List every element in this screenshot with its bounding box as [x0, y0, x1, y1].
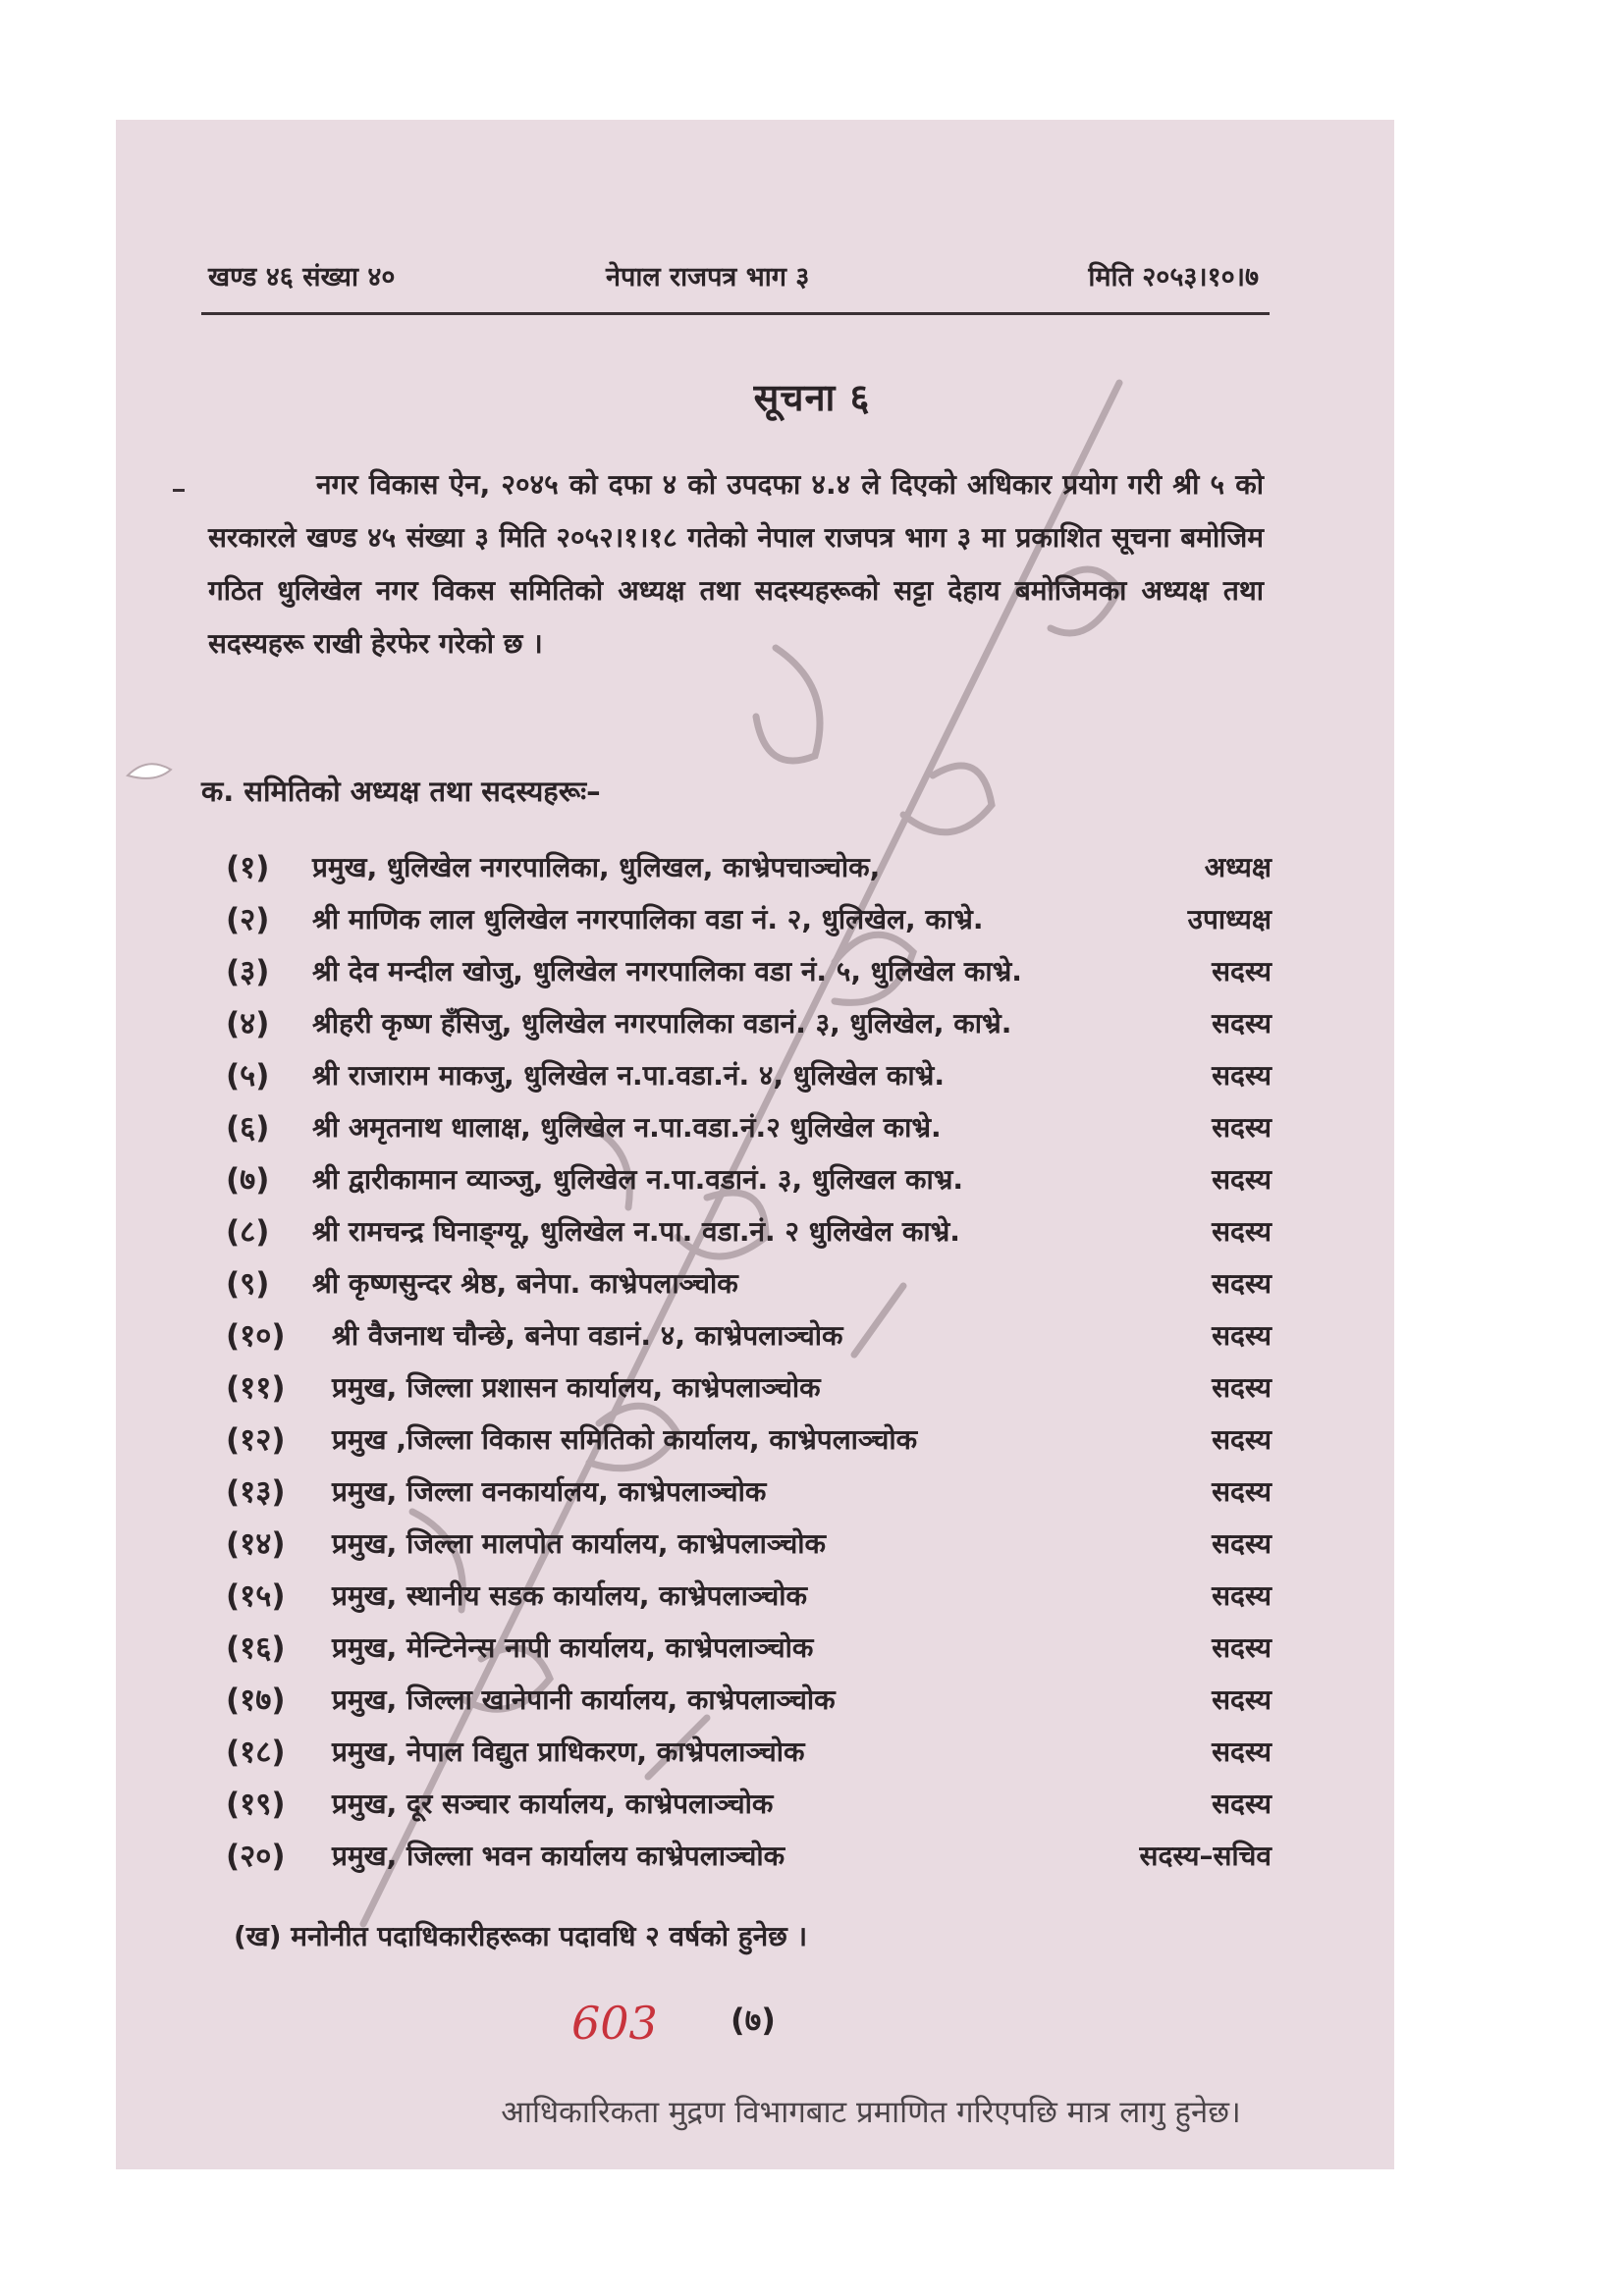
member-role: सदस्य — [1212, 1267, 1272, 1300]
member-role: सदस्य — [1212, 1163, 1272, 1196]
member-row — [226, 1100, 1272, 1152]
member-row — [226, 1673, 1272, 1725]
member-name: प्रमुख, दूर सञ्चार कार्यालय, काभ्रेपलाञ्चोक — [332, 1788, 774, 1820]
member-number: (१२) — [226, 1422, 286, 1458]
member-name: श्री राजाराम माकजु, धुलिखेल न.पा.वडा.नं. ४, धुलिखेल काभ्रे. — [312, 1059, 945, 1092]
member-name: श्री अमृतनाथ धालाक्ष, धुलिखेल न.पा.वडा.नं.२ धुलिखेल काभ्रे. — [312, 1111, 942, 1144]
member-number: (५) — [226, 1058, 270, 1094]
member-name: प्रमुख, जिल्ला भवन कार्यालय काभ्रेपलाञ्चोक — [332, 1840, 785, 1872]
member-name: श्री रामचन्द्र घिनाङ्ग्यू, धुलिखेल न.पा. वडा.नं. २ धुलिखेल काभ्रे. — [312, 1215, 960, 1248]
member-row — [226, 1829, 1272, 1881]
member-row — [226, 1361, 1272, 1413]
member-row — [226, 1308, 1272, 1361]
issue-date: मिति २०५३।१०।७ — [1088, 262, 1259, 293]
member-role: सदस्य — [1212, 1319, 1272, 1352]
member-role: सदस्य — [1212, 1059, 1272, 1092]
member-role: सदस्य — [1212, 1527, 1272, 1560]
member-number: (१९) — [226, 1787, 286, 1822]
member-row — [226, 1204, 1272, 1256]
member-role: सदस्य–सचिव — [1139, 1840, 1272, 1872]
member-name: श्री माणिक लाल धुलिखेल नगरपालिका वडा नं. २, धुलिखेल, काभ्रे. — [312, 903, 984, 935]
member-number: (२०) — [226, 1839, 286, 1874]
margin-dash — [173, 489, 185, 492]
member-row — [226, 1413, 1272, 1465]
member-name: प्रमुख, जिल्ला प्रशासन कार्यालय, काभ्रेपलाञ्चोक — [332, 1371, 821, 1404]
punch-hole-mark — [126, 756, 173, 789]
member-role: सदस्य — [1212, 955, 1272, 988]
member-name: प्रमुख, जिल्ला खानेपानी कार्यालय, काभ्रेपलाञ्चोक — [332, 1683, 836, 1716]
member-role: सदस्य — [1212, 1683, 1272, 1716]
member-row — [226, 1621, 1272, 1673]
member-role: सदस्य — [1212, 1475, 1272, 1508]
member-number: (३) — [226, 954, 270, 989]
member-row — [226, 996, 1272, 1048]
member-name: प्रमुख, जिल्ला वनकार्यालय, काभ्रेपलाञ्चोक — [332, 1475, 767, 1508]
member-name: प्रमुख ,जिल्ला विकास समितिको कार्यालय, काभ्रेपलाञ्चोक — [332, 1423, 918, 1456]
member-name: प्रमुख, मेन्टिनेन्स नापी कार्यालय, काभ्रेपलाञ्चोक — [332, 1631, 814, 1664]
notice-title: सूचना ६ — [753, 376, 871, 419]
member-number: (११) — [226, 1370, 286, 1406]
section-b-term-note: (ख) मनोनीत पदाधिकारीहरूका पदावधि २ वर्षको हुनेछ । — [234, 1920, 808, 1952]
member-name: श्री देव मन्दील खोजु, धुलिखेल नगरपालिका वडा नं. ५, धुलिखेल काभ्रे. — [312, 955, 1022, 988]
member-name: प्रमुख, धुलिखेल नगरपालिका, धुलिखल, काभ्रेपचाञ्चोक, — [312, 851, 881, 883]
member-number: (१०) — [226, 1318, 286, 1354]
member-row — [226, 840, 1272, 892]
member-row — [226, 1777, 1272, 1829]
member-row — [226, 1517, 1272, 1569]
member-role: सदस्य — [1212, 1007, 1272, 1040]
member-number: (१५) — [226, 1578, 286, 1614]
member-number: (२) — [226, 902, 270, 937]
member-row — [226, 1569, 1272, 1621]
member-name: प्रमुख, नेपाल विद्युत प्राधिकरण, काभ्रेपलाञ्चोक — [332, 1735, 805, 1768]
member-role: सदस्य — [1212, 1579, 1272, 1612]
member-number: (७) — [226, 1162, 270, 1198]
member-row — [226, 1048, 1272, 1100]
gazette-header — [208, 257, 1259, 300]
section-a-heading: क. समितिको अध्यक्ष तथा सदस्यहरूः– — [201, 774, 601, 808]
member-number: (९) — [226, 1266, 270, 1302]
member-row — [226, 1465, 1272, 1517]
member-role: सदस्य — [1212, 1215, 1272, 1248]
publication-name: नेपाल राजपत्र भाग ३ — [606, 262, 810, 293]
member-number: (१८) — [226, 1735, 286, 1770]
volume-issue: खण्ड ४६ संख्या ४० — [208, 262, 396, 293]
member-row — [226, 1256, 1272, 1308]
member-role: सदस्य — [1212, 1631, 1272, 1664]
header-divider — [201, 312, 1270, 315]
member-name: श्री द्वारीकामान व्याञ्जु, धुलिखेल न.पा.वडानं. ३, धुलिखल काभ्र. — [312, 1163, 964, 1196]
authentication-footer: आधिकारिकता मुद्रण विभागबाट प्रमाणित गरिएपछि मात्र लागु हुनेछ। — [501, 2095, 1241, 2130]
member-number: (१७) — [226, 1682, 286, 1718]
member-row — [226, 892, 1272, 944]
member-role: अध्यक्ष — [1204, 851, 1272, 883]
member-role: सदस्य — [1212, 1788, 1272, 1820]
member-name: श्रीहरी कृष्ण हँसिजु, धुलिखेल नगरपालिका वडानं. ३, धुलिखेल, काभ्रे. — [312, 1007, 1012, 1040]
member-role: सदस्य — [1212, 1111, 1272, 1144]
member-row — [226, 1725, 1272, 1777]
member-name: श्री वैजनाथ चौन्छे, बनेपा वडानं. ४, काभ्रेपलाञ्चोक — [332, 1319, 843, 1352]
member-row — [226, 1152, 1272, 1204]
member-row — [226, 944, 1272, 996]
page-number-area — [571, 1991, 807, 2054]
member-number: (१) — [226, 850, 270, 885]
member-name: प्रमुख, स्थानीय सडक कार्यालय, काभ्रेपलाञ्चोक — [332, 1579, 807, 1612]
member-number: (१३) — [226, 1474, 286, 1510]
notice-body: नगर विकास ऐन, २०४५ को दफा ४ को उपदफा ४.४ ले दिएको अधिकार प्रयोग गरी श्री ५ को सरकारले खण्ड ४५ संख्या ३ मिति २०५२।१।१८ गतेको नेपाल राजपत्र भाग ३ मा प्रकाशित सूचना बमोजिम गठित धुलिखेल नगर विकस समितिको अध्यक्ष तथा सदस्यहरूको सट्टा देहाय बमोजिमका अध्यक्ष तथा सदस्यहरू राखी हेरफेर गरेको छ । — [208, 468, 1264, 660]
member-role: सदस्य — [1212, 1423, 1272, 1456]
member-number: (१६) — [226, 1630, 286, 1666]
member-list — [226, 840, 1272, 1881]
handwritten-page-number: 603 — [571, 1997, 658, 2050]
member-number: (६) — [226, 1110, 270, 1146]
member-number: (१४) — [226, 1526, 286, 1562]
member-name: प्रमुख, जिल्ला मालपोत कार्यालय, काभ्रेपलाञ्चोक — [332, 1527, 827, 1560]
member-name: श्री कृष्णसुन्दर श्रेष्ठ, बनेपा. काभ्रेपलाञ्चोक — [312, 1267, 738, 1300]
printed-page-number: (७) — [731, 2002, 776, 2039]
member-number: (४) — [226, 1006, 270, 1041]
member-number: (८) — [226, 1214, 270, 1250]
member-role: सदस्य — [1212, 1735, 1272, 1768]
member-role: सदस्य — [1212, 1371, 1272, 1404]
member-role: उपाध्यक्ष — [1187, 903, 1272, 935]
